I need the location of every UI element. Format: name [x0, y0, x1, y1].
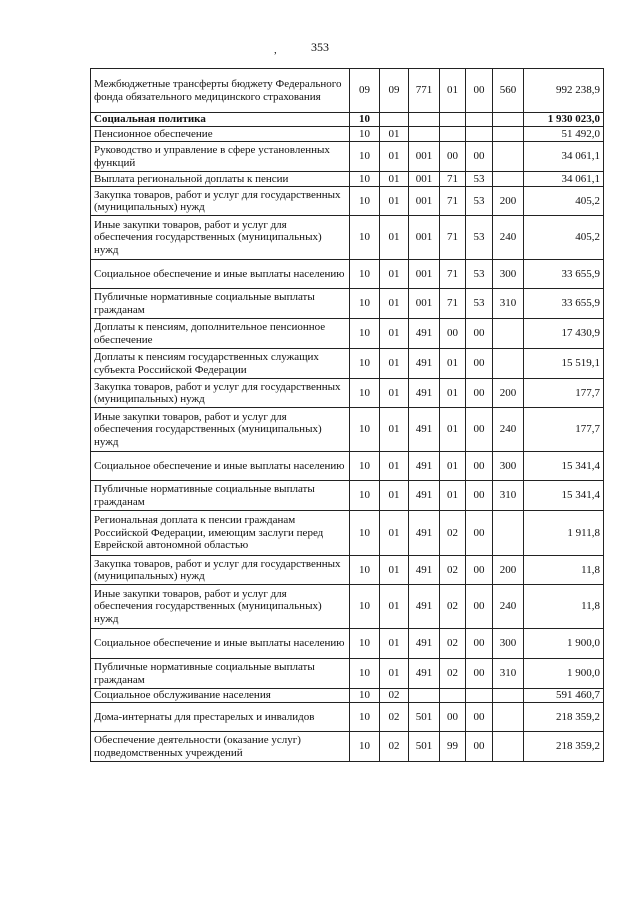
row-name-cell: Доплаты к пенсиям государственных служащих субъекта Российской Федерации [91, 349, 350, 379]
subsection-code-cell: 02 [380, 703, 409, 732]
target-code-cell: 00 [466, 481, 493, 511]
target-code-cell: 00 [466, 349, 493, 379]
row-name-cell: Выплата региональной доплаты к пенсии [91, 172, 350, 187]
section-code-cell: 10 [350, 629, 380, 659]
section-code-cell: 10 [350, 216, 380, 260]
target-code-cell: 00 [466, 69, 493, 113]
expense-type-cell [493, 732, 524, 762]
target-code-cell: 491 [409, 408, 440, 452]
expense-type-cell [493, 142, 524, 172]
subsection-code-cell: 01 [380, 408, 409, 452]
scan-mark: , [274, 44, 277, 56]
section-code-cell: 10 [350, 172, 380, 187]
amount-cell: 177,7 [524, 379, 604, 408]
target-code-cell: 01 [440, 379, 466, 408]
target-code-cell: 00 [466, 452, 493, 481]
subsection-code-cell: 09 [380, 69, 409, 113]
subsection-code-cell: 01 [380, 172, 409, 187]
amount-cell: 992 238,9 [524, 69, 604, 113]
subsection-code-cell: 02 [380, 732, 409, 762]
target-code-cell: 99 [440, 732, 466, 762]
target-code-cell: 02 [440, 511, 466, 556]
target-code-cell: 491 [409, 511, 440, 556]
amount-cell: 405,2 [524, 187, 604, 216]
section-code-cell: 10 [350, 127, 380, 142]
row-name-cell: Социальное обеспечение и иные выплаты населению [91, 452, 350, 481]
target-code-cell: 00 [466, 703, 493, 732]
expense-type-cell [493, 511, 524, 556]
target-code-cell: 491 [409, 319, 440, 349]
table-row [91, 585, 604, 629]
target-code-cell [409, 113, 440, 127]
expense-type-cell: 200 [493, 379, 524, 408]
table-row [91, 260, 604, 289]
expense-type-cell [493, 113, 524, 127]
row-name-cell: Межбюджетные трансферты бюджету Федерального фонда обязательного медицинского страхования [91, 69, 350, 113]
amount-cell: 15 341,4 [524, 481, 604, 511]
expense-type-cell: 300 [493, 452, 524, 481]
table-row [91, 142, 604, 172]
target-code-cell [409, 127, 440, 142]
target-code-cell: 001 [409, 216, 440, 260]
subsection-code-cell: 01 [380, 629, 409, 659]
target-code-cell [440, 127, 466, 142]
amount-cell: 33 655,9 [524, 260, 604, 289]
amount-cell: 218 359,2 [524, 703, 604, 732]
expense-type-cell: 200 [493, 187, 524, 216]
target-code-cell: 00 [440, 703, 466, 732]
target-code-cell: 71 [440, 260, 466, 289]
section-code-cell: 10 [350, 142, 380, 172]
expense-type-cell [493, 689, 524, 703]
subsection-code-cell: 01 [380, 319, 409, 349]
subsection-code-cell: 01 [380, 452, 409, 481]
amount-cell: 51 492,0 [524, 127, 604, 142]
section-code-cell: 10 [350, 703, 380, 732]
target-code-cell: 00 [466, 142, 493, 172]
row-name-cell: Публичные нормативные социальные выплаты гражданам [91, 659, 350, 689]
target-code-cell: 01 [440, 408, 466, 452]
expense-type-cell: 300 [493, 260, 524, 289]
target-code-cell: 00 [466, 319, 493, 349]
expense-type-cell: 310 [493, 481, 524, 511]
target-code-cell: 53 [466, 187, 493, 216]
section-code-cell: 10 [350, 511, 380, 556]
section-code-cell: 10 [350, 659, 380, 689]
row-name-cell: Иные закупки товаров, работ и услуг для обеспечения государственных (муниципальных) нужд [91, 408, 350, 452]
section-code-cell: 10 [350, 556, 380, 585]
amount-cell: 15 519,1 [524, 349, 604, 379]
table-row [91, 659, 604, 689]
subsection-code-cell: 01 [380, 659, 409, 689]
target-code-cell: 501 [409, 703, 440, 732]
row-name-cell: Социальное обеспечение и иные выплаты населению [91, 629, 350, 659]
table-row [91, 511, 604, 556]
amount-cell: 34 061,1 [524, 172, 604, 187]
table-row [91, 379, 604, 408]
target-code-cell: 02 [440, 585, 466, 629]
target-code-cell: 71 [440, 172, 466, 187]
amount-cell: 177,7 [524, 408, 604, 452]
target-code-cell: 491 [409, 659, 440, 689]
section-code-cell: 10 [350, 689, 380, 703]
table-row [91, 113, 604, 127]
target-code-cell [440, 113, 466, 127]
amount-cell: 1 900,0 [524, 629, 604, 659]
target-code-cell: 001 [409, 260, 440, 289]
target-code-cell: 491 [409, 379, 440, 408]
table-row [91, 452, 604, 481]
expense-type-cell: 200 [493, 556, 524, 585]
target-code-cell: 71 [440, 216, 466, 260]
target-code-cell: 00 [466, 556, 493, 585]
target-code-cell: 01 [440, 452, 466, 481]
target-code-cell: 491 [409, 629, 440, 659]
expense-type-cell: 240 [493, 216, 524, 260]
target-code-cell: 01 [440, 69, 466, 113]
section-code-cell: 10 [350, 452, 380, 481]
section-code-cell: 10 [350, 408, 380, 452]
amount-cell: 33 655,9 [524, 289, 604, 319]
row-name-cell: Публичные нормативные социальные выплаты гражданам [91, 289, 350, 319]
row-name-cell: Дома-интернаты для престарелых и инвалидов [91, 703, 350, 732]
expense-type-cell: 300 [493, 629, 524, 659]
amount-cell: 1 900,0 [524, 659, 604, 689]
row-name-cell: Социальное обслуживание населения [91, 689, 350, 703]
target-code-cell: 00 [466, 379, 493, 408]
expense-type-cell [493, 319, 524, 349]
section-code-cell: 10 [350, 379, 380, 408]
amount-cell: 591 460,7 [524, 689, 604, 703]
target-code-cell [409, 689, 440, 703]
amount-cell: 11,8 [524, 556, 604, 585]
target-code-cell: 491 [409, 452, 440, 481]
expense-type-cell: 240 [493, 585, 524, 629]
table-row [91, 216, 604, 260]
subsection-code-cell: 01 [380, 127, 409, 142]
table-row [91, 69, 604, 113]
row-name-cell: Социальная политика [91, 113, 350, 127]
row-name-cell: Закупка товаров, работ и услуг для государственных (муниципальных) нужд [91, 187, 350, 216]
table-row [91, 556, 604, 585]
target-code-cell: 53 [466, 216, 493, 260]
target-code-cell [440, 689, 466, 703]
row-name-cell: Публичные нормативные социальные выплаты гражданам [91, 481, 350, 511]
amount-cell: 405,2 [524, 216, 604, 260]
table-row [91, 732, 604, 762]
target-code-cell: 00 [466, 408, 493, 452]
subsection-code-cell [380, 113, 409, 127]
budget-table [90, 68, 604, 762]
section-code-cell: 10 [350, 260, 380, 289]
page-number: 353 [311, 40, 329, 54]
target-code-cell: 02 [440, 629, 466, 659]
table-row [91, 703, 604, 732]
target-code-cell: 02 [440, 659, 466, 689]
row-name-cell: Закупка товаров, работ и услуг для государственных (муниципальных) нужд [91, 379, 350, 408]
amount-cell: 11,8 [524, 585, 604, 629]
subsection-code-cell: 02 [380, 689, 409, 703]
target-code-cell: 00 [466, 732, 493, 762]
section-code-cell: 10 [350, 319, 380, 349]
target-code-cell: 001 [409, 289, 440, 319]
expense-type-cell: 560 [493, 69, 524, 113]
target-code-cell: 001 [409, 187, 440, 216]
row-name-cell: Руководство и управление в сфере установленных функций [91, 142, 350, 172]
target-code-cell: 00 [466, 511, 493, 556]
expense-type-cell [493, 172, 524, 187]
subsection-code-cell: 01 [380, 481, 409, 511]
target-code-cell: 491 [409, 556, 440, 585]
expense-type-cell [493, 349, 524, 379]
section-code-cell: 10 [350, 481, 380, 511]
budget-table-body [91, 69, 604, 762]
target-code-cell: 71 [440, 289, 466, 319]
target-code-cell: 53 [466, 260, 493, 289]
table-row [91, 319, 604, 349]
target-code-cell: 491 [409, 481, 440, 511]
target-code-cell: 71 [440, 187, 466, 216]
target-code-cell: 00 [440, 142, 466, 172]
amount-cell: 17 430,9 [524, 319, 604, 349]
amount-cell: 1 911,8 [524, 511, 604, 556]
table-row [91, 127, 604, 142]
target-code-cell: 001 [409, 172, 440, 187]
target-code-cell [466, 113, 493, 127]
subsection-code-cell: 01 [380, 216, 409, 260]
expense-type-cell [493, 127, 524, 142]
subsection-code-cell: 01 [380, 556, 409, 585]
target-code-cell: 53 [466, 172, 493, 187]
row-name-cell: Иные закупки товаров, работ и услуг для обеспечения государственных (муниципальных) нужд [91, 585, 350, 629]
target-code-cell: 01 [440, 481, 466, 511]
row-name-cell: Социальное обеспечение и иные выплаты населению [91, 260, 350, 289]
expense-type-cell: 310 [493, 659, 524, 689]
target-code-cell [466, 689, 493, 703]
target-code-cell: 00 [466, 659, 493, 689]
table-row [91, 408, 604, 452]
amount-cell: 218 359,2 [524, 732, 604, 762]
subsection-code-cell: 01 [380, 511, 409, 556]
expense-type-cell: 240 [493, 408, 524, 452]
budget-table-container [90, 68, 603, 762]
section-code-cell: 10 [350, 187, 380, 216]
target-code-cell: 53 [466, 289, 493, 319]
subsection-code-cell: 01 [380, 142, 409, 172]
amount-cell: 15 341,4 [524, 452, 604, 481]
amount-cell: 1 930 023,0 [524, 113, 604, 127]
subsection-code-cell: 01 [380, 379, 409, 408]
target-code-cell: 00 [466, 585, 493, 629]
section-code-cell: 10 [350, 289, 380, 319]
target-code-cell: 02 [440, 556, 466, 585]
subsection-code-cell: 01 [380, 585, 409, 629]
expense-type-cell: 310 [493, 289, 524, 319]
target-code-cell: 771 [409, 69, 440, 113]
table-row [91, 289, 604, 319]
target-code-cell: 491 [409, 585, 440, 629]
target-code-cell [466, 127, 493, 142]
table-row [91, 187, 604, 216]
subsection-code-cell: 01 [380, 260, 409, 289]
row-name-cell: Иные закупки товаров, работ и услуг для обеспечения государственных (муниципальных) нужд [91, 216, 350, 260]
row-name-cell: Закупка товаров, работ и услуг для государственных (муниципальных) нужд [91, 556, 350, 585]
subsection-code-cell: 01 [380, 289, 409, 319]
target-code-cell: 001 [409, 142, 440, 172]
amount-cell: 34 061,1 [524, 142, 604, 172]
section-code-cell: 10 [350, 349, 380, 379]
section-code-cell: 10 [350, 585, 380, 629]
subsection-code-cell: 01 [380, 349, 409, 379]
target-code-cell: 00 [466, 629, 493, 659]
target-code-cell: 501 [409, 732, 440, 762]
table-row [91, 172, 604, 187]
row-name-cell: Доплаты к пенсиям, дополнительное пенсионное обеспечение [91, 319, 350, 349]
table-row [91, 349, 604, 379]
table-row [91, 629, 604, 659]
section-code-cell: 10 [350, 732, 380, 762]
expense-type-cell [493, 703, 524, 732]
section-code-cell: 10 [350, 113, 380, 127]
subsection-code-cell: 01 [380, 187, 409, 216]
section-code-cell: 09 [350, 69, 380, 113]
row-name-cell: Региональная доплата к пенсии гражданам Российской Федерации, имеющим заслуги перед Еврейской автономной областью [91, 511, 350, 556]
target-code-cell: 00 [440, 319, 466, 349]
target-code-cell: 491 [409, 349, 440, 379]
table-row [91, 481, 604, 511]
row-name-cell: Пенсионное обеспечение [91, 127, 350, 142]
target-code-cell: 01 [440, 349, 466, 379]
row-name-cell: Обеспечение деятельности (оказание услуг) подведомственных учреждений [91, 732, 350, 762]
table-row [91, 689, 604, 703]
